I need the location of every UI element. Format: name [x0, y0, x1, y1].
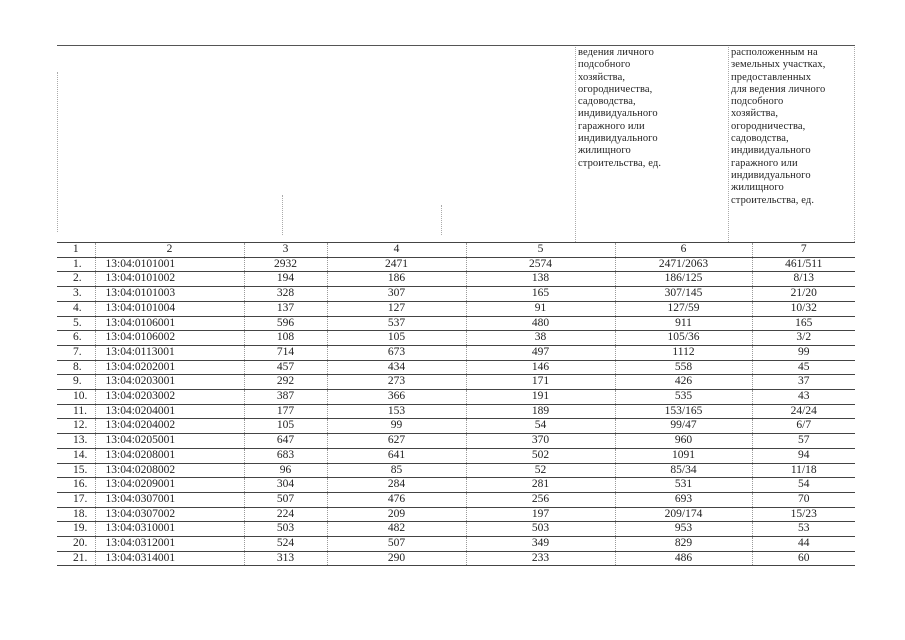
- row-number-cell: 18.: [57, 507, 95, 522]
- column-number-row: [57, 243, 855, 258]
- table-row: [57, 522, 855, 537]
- value-col7-cell: 94: [752, 448, 855, 463]
- value-col3-cell: 108: [244, 331, 327, 346]
- value-col6-cell: 2471/2063: [615, 257, 752, 272]
- row-number-cell: 10.: [57, 390, 95, 405]
- value-col6-cell: 693: [615, 492, 752, 507]
- row-number-cell: 19.: [57, 522, 95, 537]
- value-col7-cell: 6/7: [752, 419, 855, 434]
- row-number-cell: 12.: [57, 419, 95, 434]
- header-text-line: индивидуального: [731, 169, 811, 181]
- header-divider: [728, 47, 729, 242]
- table-row: [57, 345, 855, 360]
- row-number-cell: 9.: [57, 375, 95, 390]
- header-text-line: земельных участках,: [731, 59, 826, 71]
- value-col4-cell: 434: [327, 360, 466, 375]
- table-row: [57, 375, 855, 390]
- cadastral-quarter-cell: 13:04:0310001: [95, 522, 244, 537]
- value-col7-cell: 10/32: [752, 301, 855, 316]
- table-top-rule: [57, 45, 855, 46]
- row-number-cell: 21.: [57, 551, 95, 566]
- value-col7-cell: 54: [752, 478, 855, 493]
- cadastral-quarter-cell: 13:04:0307002: [95, 507, 244, 522]
- row-number-cell: 13.: [57, 434, 95, 449]
- value-col3-cell: 177: [244, 404, 327, 419]
- header-text-line: индивидуального: [578, 133, 658, 145]
- table-row: [57, 360, 855, 375]
- value-col7-cell: 53: [752, 522, 855, 537]
- table-row: [57, 404, 855, 419]
- cadastral-quarter-cell: 13:04:0106002: [95, 331, 244, 346]
- value-col6-cell: 558: [615, 360, 752, 375]
- cadastral-quarter-cell: 13:04:0101001: [95, 257, 244, 272]
- value-col4-cell: 307: [327, 287, 466, 302]
- table-row: [57, 287, 855, 302]
- cadastral-quarter-cell: 13:04:0208001: [95, 448, 244, 463]
- value-col5-cell: 233: [466, 551, 615, 566]
- column-number: 5: [466, 243, 615, 258]
- value-col6-cell: 307/145: [615, 287, 752, 302]
- value-col4-cell: 105: [327, 331, 466, 346]
- table-row: [57, 434, 855, 449]
- cadastral-quarter-cell: 13:04:0106001: [95, 316, 244, 331]
- column-number: 2: [95, 243, 244, 258]
- value-col5-cell: 91: [466, 301, 615, 316]
- value-col3-cell: 105: [244, 419, 327, 434]
- value-col3-cell: 503: [244, 522, 327, 537]
- value-col6-cell: 99/47: [615, 419, 752, 434]
- table-header: [57, 47, 855, 242]
- table-row: [57, 507, 855, 522]
- header-text-line: огородничества,: [731, 120, 806, 132]
- column-7-header: [731, 47, 855, 207]
- row-number-cell: 2.: [57, 272, 95, 287]
- value-col3-cell: 387: [244, 390, 327, 405]
- value-col3-cell: 596: [244, 316, 327, 331]
- value-col5-cell: 502: [466, 448, 615, 463]
- value-col5-cell: 52: [466, 463, 615, 478]
- value-col7-cell: 21/20: [752, 287, 855, 302]
- table-row: [57, 537, 855, 552]
- value-col6-cell: 127/59: [615, 301, 752, 316]
- value-col3-cell: 647: [244, 434, 327, 449]
- header-text-line: предоставленных: [731, 71, 812, 83]
- row-number-cell: 7.: [57, 345, 95, 360]
- header-text-line: садоводства,: [731, 133, 789, 145]
- value-col6-cell: 829: [615, 537, 752, 552]
- cadastral-quarter-cell: 13:04:0312001: [95, 537, 244, 552]
- value-col4-cell: 273: [327, 375, 466, 390]
- value-col5-cell: 54: [466, 419, 615, 434]
- value-col7-cell: 15/23: [752, 507, 855, 522]
- row-number-cell: 4.: [57, 301, 95, 316]
- value-col6-cell: 186/125: [615, 272, 752, 287]
- table-row: [57, 551, 855, 566]
- table-row: [57, 492, 855, 507]
- header-text-line: огородничества,: [578, 83, 653, 95]
- row-number-cell: 8.: [57, 360, 95, 375]
- header-text-line: подсобного: [731, 96, 784, 108]
- cadastral-quarter-cell: 13:04:0205001: [95, 434, 244, 449]
- header-divider: [441, 205, 442, 235]
- value-col5-cell: 503: [466, 522, 615, 537]
- value-col5-cell: 191: [466, 390, 615, 405]
- value-col3-cell: 96: [244, 463, 327, 478]
- cadastral-quarter-cell: 13:04:0208002: [95, 463, 244, 478]
- cadastral-quarter-cell: 13:04:0101004: [95, 301, 244, 316]
- value-col5-cell: 281: [466, 478, 615, 493]
- column-number: 1: [57, 243, 95, 258]
- row-number-cell: 15.: [57, 463, 95, 478]
- value-col4-cell: 85: [327, 463, 466, 478]
- value-col4-cell: 366: [327, 390, 466, 405]
- value-col5-cell: 138: [466, 272, 615, 287]
- value-col4-cell: 2471: [327, 257, 466, 272]
- value-col4-cell: 284: [327, 478, 466, 493]
- value-col4-cell: 290: [327, 551, 466, 566]
- value-col6-cell: 535: [615, 390, 752, 405]
- value-col7-cell: 57: [752, 434, 855, 449]
- value-col7-cell: 44: [752, 537, 855, 552]
- header-text-line: расположенным на: [731, 47, 818, 58]
- value-col3-cell: 224: [244, 507, 327, 522]
- value-col7-cell: 70: [752, 492, 855, 507]
- value-col3-cell: 457: [244, 360, 327, 375]
- row-number-cell: 3.: [57, 287, 95, 302]
- value-col4-cell: 186: [327, 272, 466, 287]
- header-text-line: гаражного или: [578, 120, 645, 132]
- cadastral-quarter-cell: 13:04:0314001: [95, 551, 244, 566]
- value-col3-cell: 714: [244, 345, 327, 360]
- header-divider: [575, 47, 576, 242]
- value-col7-cell: 45: [752, 360, 855, 375]
- table-row: [57, 478, 855, 493]
- value-col4-cell: 673: [327, 345, 466, 360]
- row-number-cell: 17.: [57, 492, 95, 507]
- cadastral-quarter-cell: 13:04:0113001: [95, 345, 244, 360]
- value-col4-cell: 209: [327, 507, 466, 522]
- header-text-line: хозяйства,: [578, 71, 626, 83]
- cadastral-quarter-cell: 13:04:0204001: [95, 404, 244, 419]
- value-col5-cell: 197: [466, 507, 615, 522]
- value-col7-cell: 60: [752, 551, 855, 566]
- value-col7-cell: 11/18: [752, 463, 855, 478]
- data-table: [57, 242, 855, 566]
- value-col7-cell: 99: [752, 345, 855, 360]
- cadastral-quarter-cell: 13:04:0203002: [95, 390, 244, 405]
- value-col5-cell: 2574: [466, 257, 615, 272]
- header-text-line: строительства, ед.: [578, 157, 662, 169]
- row-number-cell: 16.: [57, 478, 95, 493]
- column-number: 3: [244, 243, 327, 258]
- table-row: [57, 390, 855, 405]
- value-col6-cell: 209/174: [615, 507, 752, 522]
- value-col4-cell: 476: [327, 492, 466, 507]
- header-text-line: индивидуального: [578, 108, 658, 120]
- header-text-line: для ведения личного: [731, 83, 826, 95]
- header-text-line: садоводства,: [578, 96, 636, 108]
- cadastral-quarter-cell: 13:04:0307001: [95, 492, 244, 507]
- cadastral-quarter-cell: 13:04:0101003: [95, 287, 244, 302]
- table-row: [57, 257, 855, 272]
- header-text-line: индивидуального: [731, 145, 811, 157]
- value-col6-cell: 426: [615, 375, 752, 390]
- value-col3-cell: 524: [244, 537, 327, 552]
- header-text-line: подсобного: [578, 59, 631, 71]
- value-col5-cell: 146: [466, 360, 615, 375]
- header-text-line: гаражного или: [731, 157, 798, 169]
- value-col4-cell: 537: [327, 316, 466, 331]
- table-row: [57, 463, 855, 478]
- value-col3-cell: 683: [244, 448, 327, 463]
- value-col5-cell: 256: [466, 492, 615, 507]
- value-col6-cell: 1091: [615, 448, 752, 463]
- value-col3-cell: 304: [244, 478, 327, 493]
- column-number: 7: [752, 243, 855, 258]
- table-row: [57, 448, 855, 463]
- value-col6-cell: 531: [615, 478, 752, 493]
- value-col5-cell: 165: [466, 287, 615, 302]
- value-col6-cell: 153/165: [615, 404, 752, 419]
- table-row: [57, 272, 855, 287]
- value-col3-cell: 2932: [244, 257, 327, 272]
- value-col6-cell: 1112: [615, 345, 752, 360]
- value-col5-cell: 171: [466, 375, 615, 390]
- value-col7-cell: 24/24: [752, 404, 855, 419]
- value-col4-cell: 482: [327, 522, 466, 537]
- value-col6-cell: 85/34: [615, 463, 752, 478]
- header-text-line: хозяйства,: [731, 108, 779, 120]
- value-col7-cell: 461/511: [752, 257, 855, 272]
- cadastral-quarter-cell: 13:04:0209001: [95, 478, 244, 493]
- table-row: [57, 301, 855, 316]
- value-col5-cell: 480: [466, 316, 615, 331]
- value-col5-cell: 38: [466, 331, 615, 346]
- value-col3-cell: 137: [244, 301, 327, 316]
- value-col6-cell: 486: [615, 551, 752, 566]
- value-col3-cell: 507: [244, 492, 327, 507]
- value-col7-cell: 165: [752, 316, 855, 331]
- header-divider: [282, 195, 283, 235]
- cadastral-quarter-cell: 13:04:0101002: [95, 272, 244, 287]
- value-col4-cell: 153: [327, 404, 466, 419]
- column-6-header: [578, 47, 728, 170]
- cadastral-quarter-cell: 13:04:0204002: [95, 419, 244, 434]
- row-number-cell: 20.: [57, 537, 95, 552]
- value-col4-cell: 641: [327, 448, 466, 463]
- row-number-cell: 14.: [57, 448, 95, 463]
- value-col7-cell: 3/2: [752, 331, 855, 346]
- value-col7-cell: 8/13: [752, 272, 855, 287]
- header-text-line: жилищного: [731, 182, 784, 194]
- table-row: [57, 316, 855, 331]
- table-row: [57, 331, 855, 346]
- value-col4-cell: 507: [327, 537, 466, 552]
- header-text-line: строительства, ед.: [731, 194, 815, 206]
- value-col6-cell: 911: [615, 316, 752, 331]
- column-number: 6: [615, 243, 752, 258]
- header-text-line: жилищного: [578, 145, 631, 157]
- value-col5-cell: 370: [466, 434, 615, 449]
- value-col3-cell: 328: [244, 287, 327, 302]
- value-col7-cell: 37: [752, 375, 855, 390]
- value-col5-cell: 349: [466, 537, 615, 552]
- value-col4-cell: 127: [327, 301, 466, 316]
- row-number-cell: 1.: [57, 257, 95, 272]
- value-col4-cell: 99: [327, 419, 466, 434]
- value-col6-cell: 105/36: [615, 331, 752, 346]
- cadastral-quarter-cell: 13:04:0202001: [95, 360, 244, 375]
- row-number-cell: 11.: [57, 404, 95, 419]
- header-text-line: ведения личного: [578, 47, 654, 58]
- value-col3-cell: 194: [244, 272, 327, 287]
- value-col3-cell: 313: [244, 551, 327, 566]
- table-row: [57, 419, 855, 434]
- value-col7-cell: 43: [752, 390, 855, 405]
- value-col5-cell: 497: [466, 345, 615, 360]
- value-col4-cell: 627: [327, 434, 466, 449]
- header-divider: [57, 72, 58, 232]
- value-col3-cell: 292: [244, 375, 327, 390]
- row-number-cell: 5.: [57, 316, 95, 331]
- cadastral-quarter-cell: 13:04:0203001: [95, 375, 244, 390]
- value-col5-cell: 189: [466, 404, 615, 419]
- value-col6-cell: 953: [615, 522, 752, 537]
- column-number: 4: [327, 243, 466, 258]
- value-col6-cell: 960: [615, 434, 752, 449]
- row-number-cell: 6.: [57, 331, 95, 346]
